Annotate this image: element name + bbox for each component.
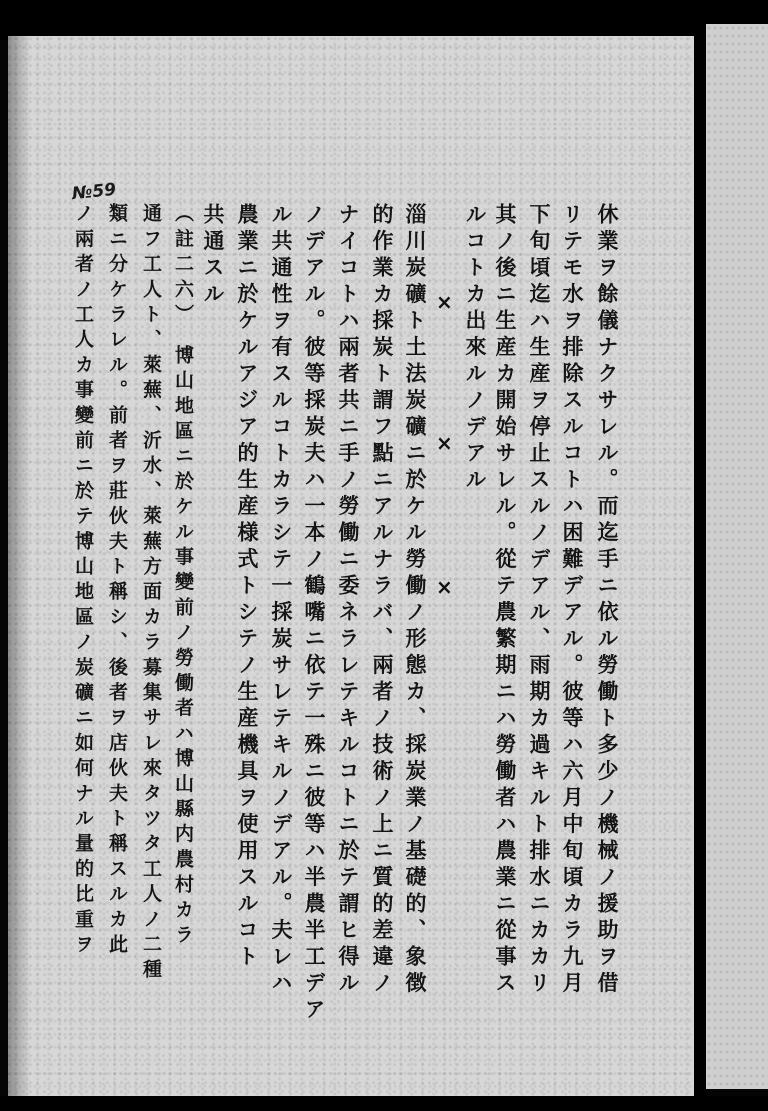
text-column-11: 農業ニ於ケルアジア的生産様式トシテノ生産機具ヲ使用スルコト bbox=[235, 203, 260, 972]
text-column-2: リテモ水ヲ排除スルコトハ困難デアル。彼等ハ六月中旬頃カラ九月 bbox=[560, 203, 585, 998]
footnote-column-4: ノ兩者ノ工人カ事變前ニ於テ博山地區ノ炭礦ニ如何ナル量的比重ヲ bbox=[72, 203, 94, 959]
text-column-12: 共通スル bbox=[201, 203, 226, 309]
margin-cross-mark: × bbox=[436, 575, 453, 599]
book-gutter bbox=[694, 30, 706, 1111]
text-column-10: ル共通性ヲ有スルコトカラシテ一採炭サレテキルノデアル。夫レハ bbox=[269, 203, 294, 998]
scan-top-edge bbox=[0, 0, 768, 40]
text-column-5: ルコトカ出來ルノデアル bbox=[463, 203, 488, 495]
text-column-6: 淄川炭礦ト土法炭礦ニ於ケル勞働ノ形態カ、採炭業ノ基礎的、象徴 bbox=[403, 203, 428, 998]
margin-cross-mark: × bbox=[436, 431, 453, 455]
footnote-column-2: 通フ工人ト、萊蕪、沂水、萊蕪方面カラ募集サレ來タツタ工人ノ二種 bbox=[140, 203, 162, 985]
footnote-column-3: 類ニ分ケラレル。前者ヲ莊伙夫ト稱シ、後者ヲ店伙夫ト稱スルカ此 bbox=[106, 203, 128, 959]
facing-page-edge bbox=[706, 24, 768, 1089]
text-column-9: ノデアル。彼等採炭夫ハ一本ノ鶴嘴ニ依テ一殊ニ彼等ハ半農半工デア bbox=[302, 203, 327, 1025]
text-column-7: 的作業カ採炭ト謂フ點ニアルナラバ、兩者ノ技術ノ上ニ質的差違ノ bbox=[370, 203, 395, 998]
text-column-1: 休業ヲ餘儀ナクサレル。而迄手ニ依ル勞働ト多少ノ機械ノ援助ヲ借 bbox=[595, 203, 620, 998]
text-column-4: 其ノ後ニ生産カ開始サレル。從テ農繁期ニハ勞働者ハ農業ニ從事ス bbox=[493, 203, 518, 998]
footnote-column-1: （註二六） 博山地區ニ於ケル事變前ノ勞働者ハ博山縣内農村カラ bbox=[172, 203, 194, 950]
text-column-8: ナイコトハ兩者共ニ手ノ勞働ニ委ネラレテキルコトニ於テ謂ヒ得ル bbox=[336, 203, 361, 998]
margin-cross-mark: × bbox=[436, 290, 453, 314]
page-edge-shadow bbox=[8, 36, 30, 1096]
scan-bottom-edge bbox=[0, 1096, 768, 1111]
text-column-3: 下旬頃迄ハ生産ヲ停止スルノデアル、雨期カ過キルト排水ニカカリ bbox=[527, 203, 552, 998]
handwritten-folio-mark: №59 bbox=[71, 179, 118, 205]
